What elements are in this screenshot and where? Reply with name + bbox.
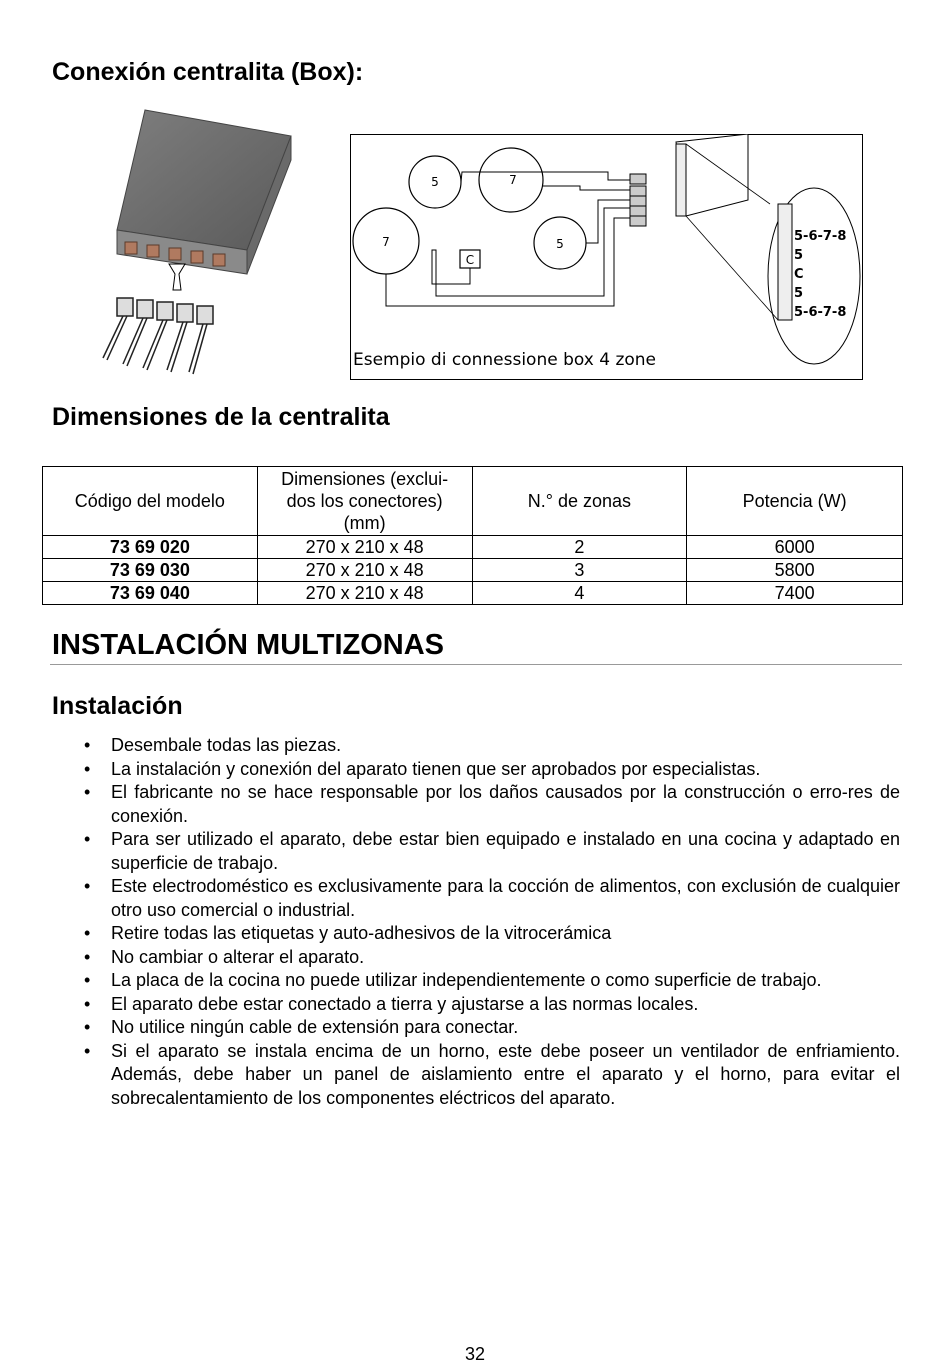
list-item: • La placa de la cocina no puede utilizar independientemente o como superficie de trabajo. xyxy=(80,969,900,993)
table-header-line: dos los conectores) xyxy=(286,491,443,511)
list-item: • No utilice ningún cable de extensión para conectar. xyxy=(80,1016,900,1040)
table-cell: 270 x 210 x 48 xyxy=(257,536,472,559)
zone-label: 5 xyxy=(431,175,439,189)
table-cell: 7400 xyxy=(687,582,903,605)
table-header-line: (mm) xyxy=(343,513,386,533)
zone-label: 7 xyxy=(509,173,517,187)
table-cell: 270 x 210 x 48 xyxy=(257,582,472,605)
model-code-cell: 73 69 040 xyxy=(43,582,258,605)
section-heading-box-connection: Conexión centralita (Box): xyxy=(52,58,364,86)
installation-list xyxy=(80,734,900,1110)
table-cell: 6000 xyxy=(687,536,903,559)
connector-label: 5 xyxy=(794,248,804,263)
table-cell: 270 x 210 x 48 xyxy=(257,559,472,582)
connector-label: 5-6-7-8 xyxy=(794,229,847,244)
table-header-cell xyxy=(257,467,472,536)
connector-label: 5 xyxy=(794,286,804,301)
connection-diagram xyxy=(350,134,863,380)
list-item: • Para ser utilizado el aparato, debe estar bien equipado e instalado en una cocina y adaptado en superficie de trabajo. xyxy=(80,828,900,875)
list-item: • El aparato debe estar conectado a tierra y ajustarse a las normas locales. xyxy=(80,993,900,1017)
diagram-caption: Esempio di connessione box 4 zone xyxy=(353,350,656,370)
control-box-illustration xyxy=(95,108,295,380)
table-header-cell: Código del modelo xyxy=(43,467,258,536)
zone-label: 7 xyxy=(382,235,390,249)
table-cell: 4 xyxy=(472,582,687,605)
list-item: • La instalación y conexión del aparato tienen que ser aprobados por especialistas. xyxy=(80,758,900,782)
dimensions-table xyxy=(42,466,903,605)
table-header-cell: N.° de zonas xyxy=(472,467,687,536)
list-item: • Si el aparato se instala encima de un horno, este debe poseer un ventilador de enfriamiento. Además, debe haber un panel de aislamiento entre el aparato y el horno, para evitar el sobrecalentamiento de los componentes eléctricos del aparato. xyxy=(80,1040,900,1111)
list-item: • Este electrodoméstico es exclusivamente para la cocción de alimentos, con exclusión de cualquier otro uso comercial o industrial. xyxy=(80,875,900,922)
list-item: • No cambiar o alterar el aparato. xyxy=(80,946,900,970)
model-code-cell: 73 69 030 xyxy=(43,559,258,582)
page-number: 32 xyxy=(464,1344,486,1364)
zone-label: C xyxy=(465,253,475,267)
table-row xyxy=(43,582,903,605)
connector-label: C xyxy=(794,267,804,282)
model-code-cell: 73 69 020 xyxy=(43,536,258,559)
table-header-cell: Potencia (W) xyxy=(687,467,903,536)
section-heading-dimensions: Dimensiones de la centralita xyxy=(52,403,390,431)
section-heading-multizone: INSTALACIÓN MULTIZONAS xyxy=(52,629,444,661)
table-header-line: Dimensiones (exclui- xyxy=(281,469,449,489)
heading-divider xyxy=(50,664,902,665)
table-row xyxy=(43,559,903,582)
zone-label: 5 xyxy=(556,237,564,251)
table-cell: 3 xyxy=(472,559,687,582)
table-cell: 5800 xyxy=(687,559,903,582)
table-cell: 2 xyxy=(472,536,687,559)
list-item: • El fabricante no se hace responsable por los daños causados por la construcción o erro-res de conexión. xyxy=(80,781,900,828)
section-heading-installation: Instalación xyxy=(52,692,183,720)
table-row xyxy=(43,536,903,559)
list-item: • Retire todas las etiquetas y auto-adhesivos de la vitrocerámica xyxy=(80,922,900,946)
connector-label: 5-6-7-8 xyxy=(794,305,847,320)
table-header-row xyxy=(43,467,903,536)
list-item: • Desembale todas las piezas. xyxy=(80,734,900,758)
